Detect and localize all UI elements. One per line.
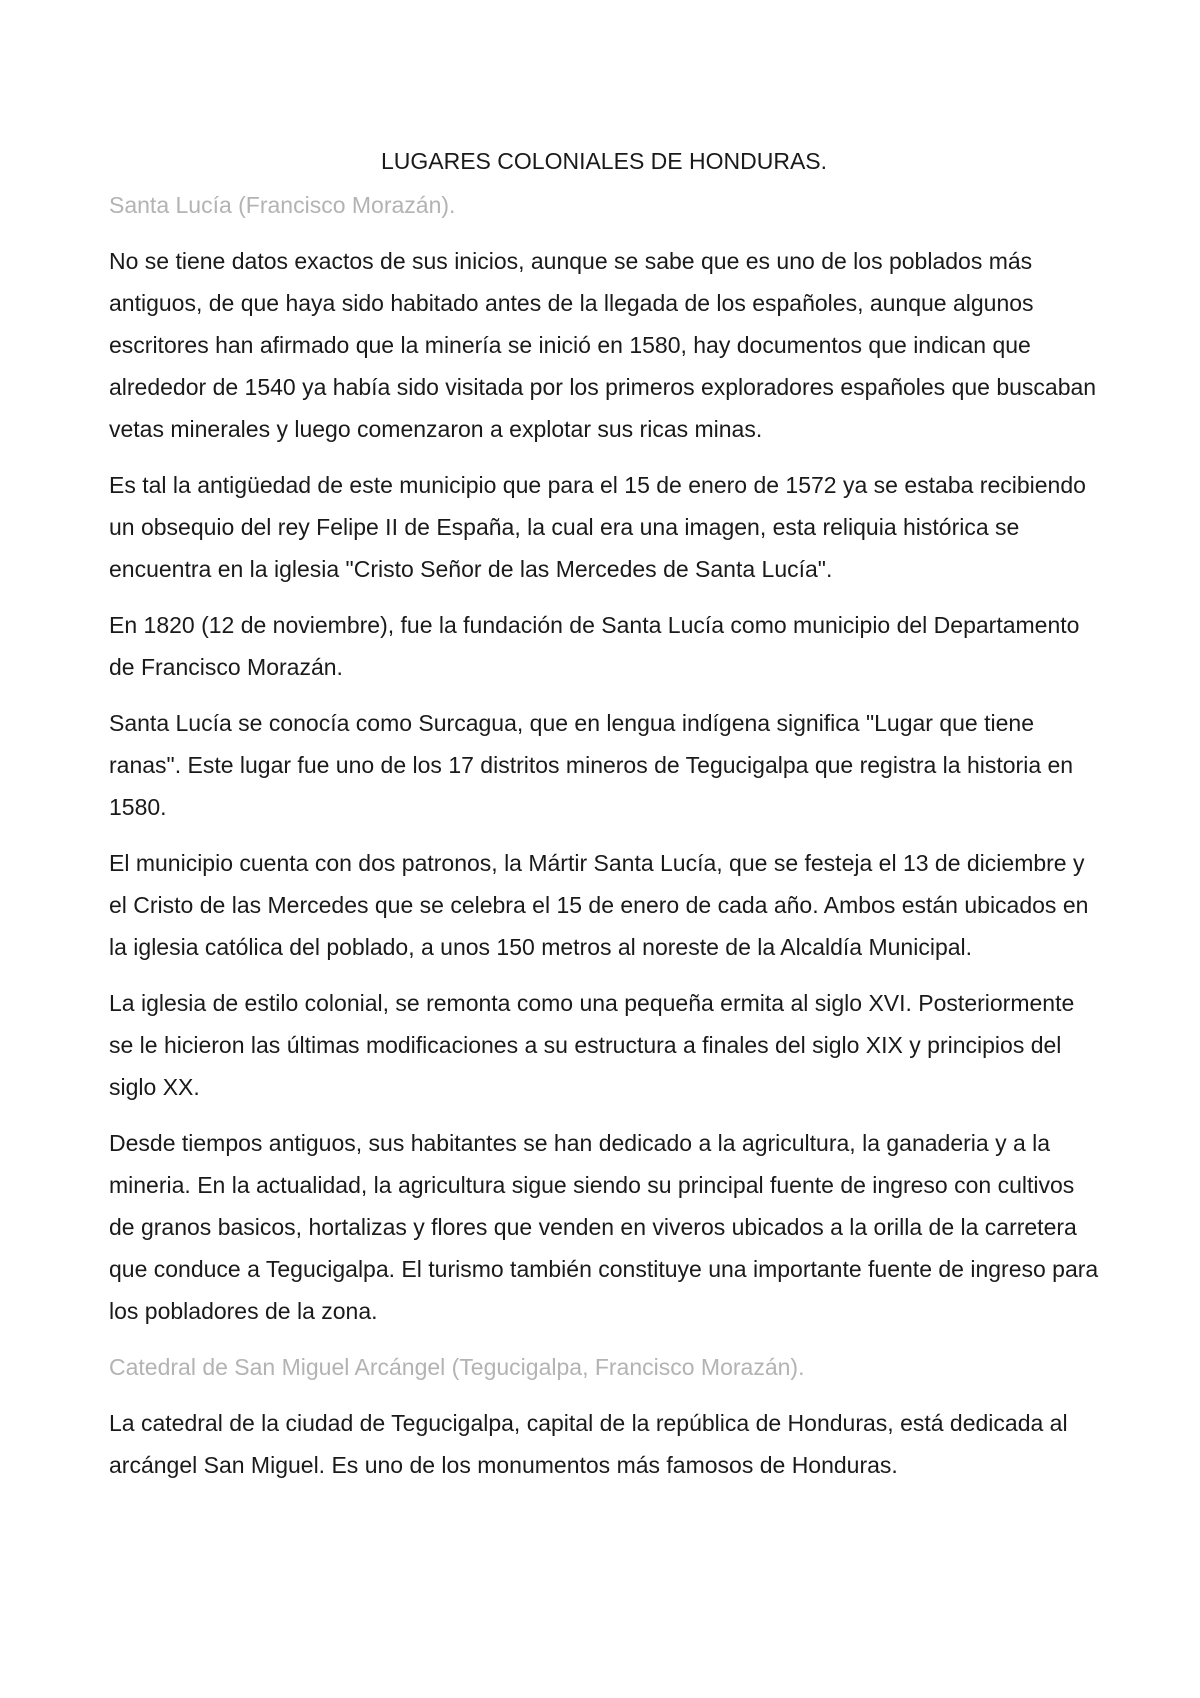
paragraph: Es tal la antigüedad de este municipio que para el 15 de enero de 1572 ya se estaba recibiendo un obsequio del rey Felipe II de España, la cual era una imagen, esta reliquia histórica se encuentra en la iglesia "Cristo Señor de las Mercedes de Santa Lucía". bbox=[109, 472, 1086, 582]
paragraph: En 1820 (12 de noviembre), fue la fundación de Santa Lucía como municipio del Departamento de Francisco Morazán. bbox=[109, 612, 1080, 680]
paragraph: No se tiene datos exactos de sus inicios, aunque se sabe que es uno de los poblados más antiguos, de que haya sido habitado antes de la llegada de los españoles, aunque algunos escritores han afirmado que la minería se inició en 1580, hay documentos que indican que alrededor de 1540 ya había sido visitada por los primeros exploradores españoles que buscaban vetas minerales y luego comenzaron a explotar sus ricas minas. bbox=[109, 248, 1097, 442]
paragraph: Santa Lucía se conocía como Surcagua, que en lengua indígena significa "Lugar que tiene ranas". Este lugar fue uno de los 17 distritos mineros de Tegucigalpa que registra la historia en 1580. bbox=[109, 710, 1074, 820]
paragraph: La iglesia de estilo colonial, se remonta como una pequeña ermita al siglo XVI. Posteriormente se le hicieron las últimas modificaciones a su estructura a finales del siglo XIX y principios del siglo XX. bbox=[109, 990, 1075, 1100]
section-santa-lucia bbox=[109, 184, 1099, 1332]
section-heading: Santa Lucía (Francisco Morazán). bbox=[109, 192, 456, 218]
section-catedral bbox=[109, 1346, 1099, 1486]
document-title: LUGARES COLONIALES DE HONDURAS. bbox=[380, 148, 828, 174]
section-heading: Catedral de San Miguel Arcángel (Tegucigalpa, Francisco Morazán). bbox=[109, 1354, 805, 1380]
document-page bbox=[109, 140, 1099, 1500]
paragraph: La catedral de la ciudad de Tegucigalpa, capital de la república de Honduras, está dedicada al arcángel San Miguel. Es uno de los monumentos más famosos de Honduras. bbox=[109, 1410, 1068, 1478]
paragraph: Desde tiempos antiguos, sus habitantes se han dedicado a la agricultura, la ganaderia y a la mineria. En la actualidad, la agricultura sigue siendo su principal fuente de ingreso con cultivos de granos basicos, hortalizas y flores que venden en viveros ubicados a la orilla de la carretera que conduce a Tegucigalpa. El turismo también constituye una importante fuente de ingreso para los pobladores de la zona. bbox=[109, 1130, 1099, 1324]
paragraph: El municipio cuenta con dos patronos, la Mártir Santa Lucía, que se festeja el 13 de diciembre y el Cristo de las Mercedes que se celebra el 15 de enero de cada año. Ambos están ubicados en la iglesia católica del poblado, a unos 150 metros al noreste de la Alcaldía Municipal. bbox=[109, 850, 1089, 960]
